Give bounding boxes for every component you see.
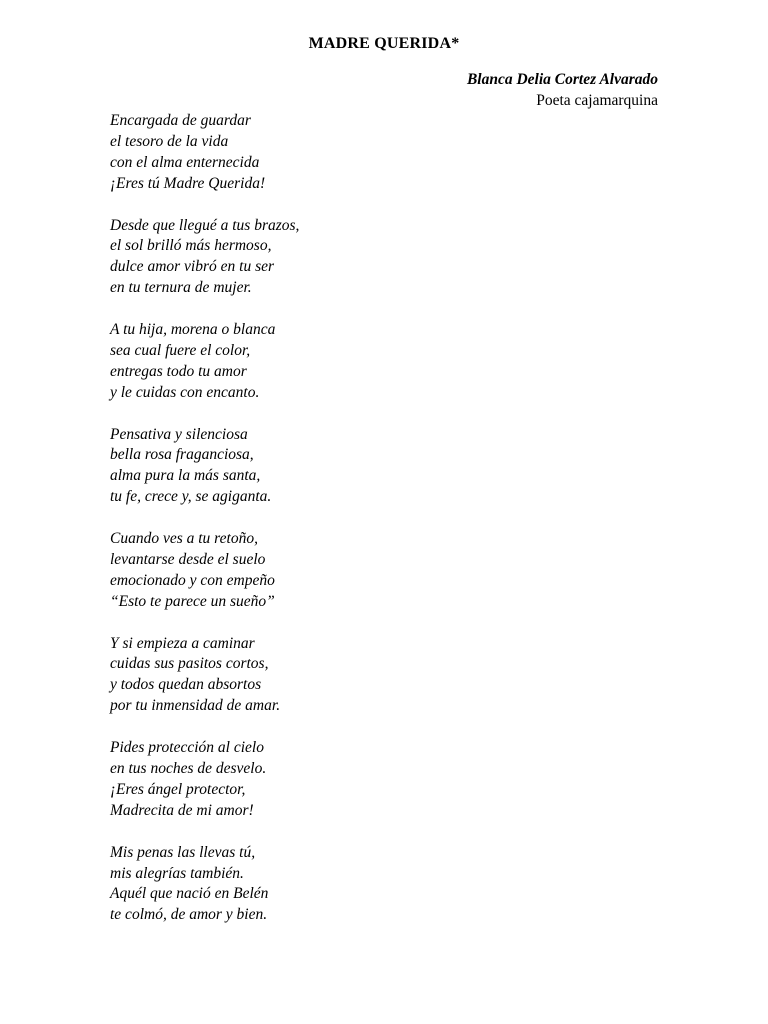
poem-line: el sol brilló más hermoso,	[110, 237, 272, 255]
poem-line: Encargada de guardar	[110, 112, 251, 129]
poem-line: tu fe, crece y, se agiganta.	[110, 488, 272, 506]
poem-line: Madrecita de mi amor!	[110, 801, 254, 819]
poem-line: ¡Eres ángel protector,	[110, 780, 246, 798]
stanza-2	[110, 216, 530, 300]
stanza-7	[110, 738, 530, 822]
poem-line: Pides protección al cielo	[110, 739, 264, 757]
poem-line: levantarse desde el suelo	[110, 550, 266, 568]
poem-line: en tus noches de desvelo.	[110, 760, 267, 777]
poem-line: Desde que llegué a tus brazos,	[110, 216, 300, 234]
stanza-5	[110, 529, 530, 613]
poem-line: entregas todo tu amor	[110, 362, 247, 380]
poem-line: bella rosa fraganciosa,	[110, 446, 254, 464]
stanza-6	[110, 634, 530, 718]
poem-line: Y si empieza a caminar	[110, 634, 255, 652]
poem-line: te colmó, de amor y bien.	[110, 906, 268, 924]
poem-line: ¡Eres tú Madre Querida!	[110, 174, 266, 192]
poem-line: Pensativa y silenciosa	[110, 425, 248, 443]
poem-body	[110, 111, 530, 947]
stanza-8	[110, 843, 530, 927]
poem-line: dulce amor vibró en tu ser	[110, 258, 275, 276]
author-name: Blanca Delia Cortez Alvarado	[466, 71, 658, 88]
stanza-4	[110, 425, 530, 509]
poem-line: Aquél que nació en Belén	[110, 885, 269, 903]
poem-line: Cuando ves a tu retoño,	[110, 530, 258, 548]
poem-line: por tu inmensidad de amar.	[110, 697, 281, 715]
poem-line: A tu hija, morena o blanca	[110, 321, 276, 339]
poem-line: el tesoro de la vida	[110, 132, 229, 150]
poem-line: alma pura la más santa,	[110, 467, 261, 485]
poem-line: cuidas sus pasitos cortos,	[110, 655, 269, 673]
poem-line: y todos quedan absortos	[110, 676, 262, 694]
poem-line: con el alma enternecida	[110, 153, 260, 171]
poem-line: y le cuidas con encanto.	[110, 383, 260, 401]
stanza-3	[110, 320, 530, 404]
stanza-1	[110, 111, 530, 195]
author-description: Poeta cajamarquina	[536, 92, 658, 109]
poem-line: “Esto te parece un sueño”	[110, 592, 275, 610]
poem-title: MADRE QUERIDA*	[308, 35, 460, 52]
poem-line: mis alegrías también.	[110, 864, 244, 882]
poem-line: en tu ternura de mujer.	[110, 279, 252, 297]
poem-line: emocionado y con empeño	[110, 571, 275, 589]
poem-line: sea cual fuere el color,	[110, 341, 251, 359]
poem-line: Mis penas las llevas tú,	[110, 843, 256, 861]
